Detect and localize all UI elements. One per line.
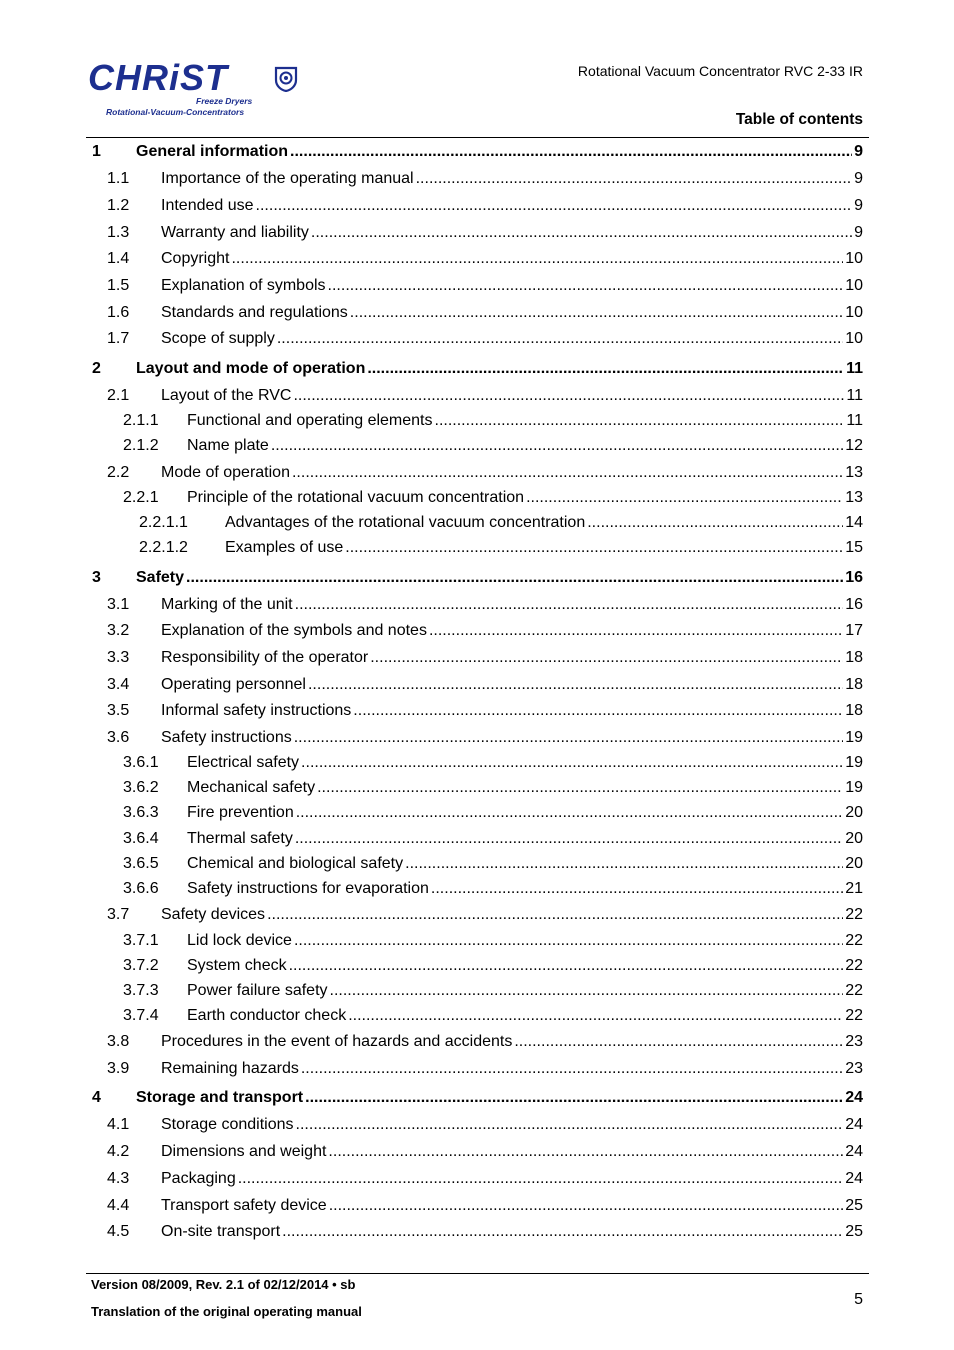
toc-entry-number: 3.7.1	[123, 932, 159, 949]
toc-entry[interactable]	[86, 249, 863, 269]
toc-entry-title: On-site transport	[161, 1223, 281, 1240]
toc-entry[interactable]	[86, 1006, 863, 1026]
toc-entry-number: 2.2.1.2	[139, 539, 188, 556]
toc-entry[interactable]	[86, 568, 863, 588]
toc-entry-title: Examples of use	[225, 539, 344, 556]
toc-entry-title: Earth conductor check	[187, 1007, 347, 1024]
toc-entry-page: 9	[854, 170, 863, 187]
toc-entry-title: Informal safety instructions	[161, 702, 352, 719]
toc-entry[interactable]	[86, 1088, 863, 1108]
toc-entry[interactable]	[86, 1142, 863, 1162]
toc-entry-title: Safety instructions	[161, 729, 292, 746]
toc-entry-page: 20	[845, 804, 863, 821]
toc-dot-leader	[295, 829, 843, 849]
toc-entry-page: 18	[845, 702, 863, 719]
toc-entry-number: 1.3	[107, 224, 130, 241]
toc-entry-title: Intended use	[161, 197, 254, 214]
toc-entry-number: 3.3	[107, 649, 130, 666]
toc-entry-number: 1.6	[107, 304, 130, 321]
toc-entry-page: 24	[845, 1143, 863, 1160]
logo-wordmark: CHRiST	[88, 57, 228, 98]
christ-logo	[88, 58, 318, 118]
toc-entry[interactable]	[86, 905, 863, 925]
toc-entry-number: 3.6.6	[123, 880, 159, 897]
toc-entry-page: 9	[854, 224, 863, 241]
toc-entry-number: 4.3	[107, 1170, 130, 1187]
toc-entry[interactable]	[86, 981, 863, 1001]
toc-entry-title: Layout of the RVC	[161, 387, 292, 404]
toc-dot-leader	[317, 778, 843, 798]
toc-entry[interactable]	[86, 196, 863, 216]
toc-entry-number: 2.2.1.1	[139, 514, 188, 531]
toc-entry[interactable]	[86, 223, 863, 243]
toc-entry-title: Standards and regulations	[161, 304, 348, 321]
toc-entry-title: Responsibility of the operator	[161, 649, 369, 666]
christ-emblem-icon	[274, 66, 298, 92]
toc-entry-title: System check	[187, 957, 287, 974]
toc-dot-leader	[282, 1222, 843, 1242]
toc-entry-page: 24	[845, 1170, 863, 1187]
toc-dot-leader	[350, 303, 843, 323]
toc-dot-leader	[301, 1059, 843, 1079]
toc-dot-leader	[301, 753, 843, 773]
toc-entry-number: 3	[92, 569, 101, 586]
toc-entry[interactable]	[86, 648, 863, 668]
toc-entry-number: 4.1	[107, 1116, 130, 1133]
toc-entry-page: 19	[845, 754, 863, 771]
toc-entry[interactable]	[86, 1115, 863, 1135]
toc-entry-title: Lid lock device	[187, 932, 292, 949]
toc-entry-number: 2.2.1	[123, 489, 159, 506]
toc-entry[interactable]	[86, 386, 863, 406]
toc-dot-leader	[305, 1088, 843, 1108]
toc-entry-page: 10	[845, 304, 863, 321]
toc-entry-number: 3.7.4	[123, 1007, 159, 1024]
toc-dot-leader	[328, 276, 844, 296]
toc-entry-title: Explanation of the symbols and notes	[161, 622, 427, 639]
toc-entry-title: Electrical safety	[187, 754, 300, 771]
toc-entry-number: 2.1.1	[123, 412, 159, 429]
toc-entry-title: Fire prevention	[187, 804, 294, 821]
toc-entry[interactable]	[86, 675, 863, 695]
toc-entry-number: 1.5	[107, 277, 130, 294]
toc-entry-page: 22	[845, 1007, 863, 1024]
toc-entry[interactable]	[86, 1059, 863, 1079]
toc-dot-leader	[294, 728, 843, 748]
footer-rule	[86, 1273, 869, 1274]
toc-entry-title: Principle of the rotational vacuum concentration	[187, 489, 525, 506]
toc-entry[interactable]	[86, 436, 863, 456]
toc-entry-page: 24	[845, 1116, 863, 1133]
toc-entry-title: Dimensions and weight	[161, 1143, 327, 1160]
toc-entry-page: 22	[845, 957, 863, 974]
toc-entry-number: 2.1	[107, 387, 130, 404]
toc-entry-number: 1.1	[107, 170, 130, 187]
toc-entry-page: 10	[845, 250, 863, 267]
toc-entry-title: Functional and operating elements	[187, 412, 433, 429]
page-number: 5	[854, 1291, 863, 1308]
toc-dot-leader	[328, 1142, 843, 1162]
toc-entry-page: 22	[845, 932, 863, 949]
toc-entry[interactable]	[86, 854, 863, 874]
toc-entry[interactable]	[86, 1032, 863, 1052]
toc-dot-leader	[416, 169, 852, 189]
toc-dot-leader	[435, 411, 845, 431]
toc-dot-leader	[429, 621, 843, 641]
toc-dot-leader	[367, 359, 844, 379]
toc-dot-leader	[289, 956, 844, 976]
toc-entry[interactable]	[86, 411, 863, 431]
toc-entry-page: 11	[846, 412, 863, 429]
toc-entry-number: 3.5	[107, 702, 130, 719]
toc-entry-page: 10	[845, 277, 863, 294]
toc-entry-page: 16	[845, 596, 863, 613]
toc-dot-leader	[295, 595, 844, 615]
toc-entry[interactable]	[86, 621, 863, 641]
toc-dot-leader	[370, 648, 843, 668]
toc-entry-page: 17	[845, 622, 863, 639]
toc-entry-number: 3.1	[107, 596, 130, 613]
toc-entry-page: 20	[845, 830, 863, 847]
toc-entry-number: 3.7.2	[123, 957, 159, 974]
toc-dot-leader	[514, 1032, 843, 1052]
toc-entry[interactable]	[86, 1196, 863, 1216]
toc-entry-title: Thermal safety	[187, 830, 293, 847]
toc-entry-page: 11	[846, 387, 863, 404]
toc-entry-title: Scope of supply	[161, 330, 275, 347]
toc-entry-number: 3.8	[107, 1033, 130, 1050]
footer-translation: Translation of the original operating manual	[91, 1304, 362, 1319]
toc-entry[interactable]	[86, 701, 863, 721]
toc-entry-title: Chemical and biological safety	[187, 855, 404, 872]
toc-entry[interactable]	[86, 1222, 863, 1242]
toc-entry-number: 3.4	[107, 676, 130, 693]
toc-dot-leader	[587, 513, 843, 533]
toc-entry-page: 10	[845, 330, 863, 347]
toc-dot-leader	[308, 675, 843, 695]
toc-entry[interactable]	[86, 595, 863, 615]
toc-entry-title: Power failure safety	[187, 982, 328, 999]
section-heading: Table of contents	[735, 111, 863, 128]
toc-entry-page: 22	[845, 906, 863, 923]
toc-entry-title: Advantages of the rotational vacuum concentration	[225, 514, 586, 531]
toc-entry-title: Safety devices	[161, 906, 266, 923]
toc-entry-page: 18	[845, 649, 863, 666]
toc-entry-number: 3.2	[107, 622, 130, 639]
toc-entry-number: 2.1.2	[123, 437, 159, 454]
toc-entry-number: 3.6	[107, 729, 130, 746]
toc-dot-leader	[293, 386, 844, 406]
toc-entry-number: 3.6.5	[123, 855, 159, 872]
toc-dot-leader	[292, 463, 843, 483]
toc-entry[interactable]	[86, 513, 863, 533]
toc-dot-leader	[238, 1169, 843, 1189]
toc-entry-number: 2.2	[107, 464, 130, 481]
toc-entry-page: 12	[845, 437, 863, 454]
toc-entry[interactable]	[86, 169, 863, 189]
toc-dot-leader	[256, 196, 853, 216]
toc-entry-title: Operating personnel	[161, 676, 306, 693]
toc-dot-leader	[405, 854, 843, 874]
toc-entry-page: 14	[845, 514, 863, 531]
toc-entry[interactable]	[86, 879, 863, 899]
toc-dot-leader	[329, 1196, 844, 1216]
toc-entry-number: 3.6.4	[123, 830, 159, 847]
footer-version: Version 08/2009, Rev. 2.1 of 02/12/2014 • sb	[91, 1277, 356, 1292]
toc-entry-title: Safety	[136, 569, 185, 586]
toc-entry-title: General information	[136, 143, 289, 160]
toc-entry-number: 4.4	[107, 1197, 130, 1214]
toc-entry-page: 18	[845, 676, 863, 693]
toc-entry-page: 13	[845, 464, 863, 481]
toc-entry-title: Warranty and liability	[161, 224, 309, 241]
toc-entry-page: 21	[845, 880, 863, 897]
toc-dot-leader	[330, 981, 844, 1001]
toc-entry-title: Explanation of symbols	[161, 277, 326, 294]
toc-entry-number: 1	[92, 143, 101, 160]
toc-entry-title: Packaging	[161, 1170, 236, 1187]
toc-entry-page: 23	[845, 1033, 863, 1050]
toc-dot-leader	[277, 329, 843, 349]
document-title: Rotational Vacuum Concentrator RVC 2-33 IR	[577, 63, 863, 79]
toc-entry-number: 1.7	[107, 330, 130, 347]
header-rule	[86, 137, 869, 138]
toc-entry-page: 19	[845, 779, 863, 796]
toc-entry-page: 19	[845, 729, 863, 746]
toc-entry-number: 3.6.3	[123, 804, 159, 821]
toc-entry-number: 3.7.3	[123, 982, 159, 999]
toc-entry[interactable]	[86, 931, 863, 951]
toc-entry-title: Mechanical safety	[187, 779, 316, 796]
toc-dot-leader	[353, 701, 843, 721]
toc-entry-number: 1.4	[107, 250, 130, 267]
toc-dot-leader	[290, 142, 852, 162]
toc-entry-title: Layout and mode of operation	[136, 360, 366, 377]
toc-dot-leader	[231, 249, 843, 269]
toc-entry-number: 3.6.2	[123, 779, 159, 796]
toc-entry-page: 22	[845, 982, 863, 999]
toc-entry-number: 4.5	[107, 1223, 130, 1240]
toc-entry[interactable]	[86, 728, 863, 748]
toc-dot-leader	[526, 488, 843, 508]
toc-entry-title: Storage and transport	[136, 1089, 304, 1106]
toc-entry[interactable]	[86, 142, 863, 162]
toc-entry-number: 3.7	[107, 906, 130, 923]
toc-dot-leader	[431, 879, 843, 899]
toc-entry-number: 1.2	[107, 197, 130, 214]
toc-entry[interactable]	[86, 778, 863, 798]
logo-tagline-rvc: Rotational-Vacuum-Concentrators	[106, 107, 245, 117]
toc-dot-leader	[311, 223, 852, 243]
toc-entry-page: 9	[854, 197, 863, 214]
toc-dot-leader	[186, 568, 843, 588]
toc-entry-page: 24	[845, 1089, 863, 1106]
toc-entry-number: 4.2	[107, 1143, 130, 1160]
toc-entry-title: Storage conditions	[161, 1116, 294, 1133]
toc-dot-leader	[271, 436, 843, 456]
toc-entry-page: 23	[845, 1060, 863, 1077]
toc-entry-title: Remaining hazards	[161, 1060, 299, 1077]
toc-entry[interactable]	[86, 538, 863, 558]
toc-entry[interactable]	[86, 829, 863, 849]
toc-dot-leader	[296, 803, 843, 823]
toc-entry-page: 16	[845, 569, 863, 586]
toc-entry-title: Marking of the unit	[161, 596, 293, 613]
toc-entry-title: Safety instructions for evaporation	[187, 880, 429, 897]
logo-tagline-freeze-dryers: Freeze Dryers	[196, 96, 253, 106]
toc-entry-title: Name plate	[187, 437, 269, 454]
toc-dot-leader	[345, 538, 843, 558]
toc-entry-page: 20	[845, 855, 863, 872]
toc-entry-page: 9	[854, 143, 863, 160]
toc-entry-number: 3.9	[107, 1060, 130, 1077]
toc-dot-leader	[294, 931, 843, 951]
toc-entry[interactable]	[86, 803, 863, 823]
toc-entry-page: 15	[845, 539, 863, 556]
toc-entry-title: Transport safety device	[161, 1197, 327, 1214]
toc-entry[interactable]	[86, 463, 863, 483]
toc-entry-page: 13	[845, 489, 863, 506]
toc-entry-title: Procedures in the event of hazards and accidents	[161, 1033, 513, 1050]
toc-dot-leader	[267, 905, 843, 925]
toc-entry-number: 2	[92, 360, 101, 377]
toc-entry[interactable]	[86, 329, 863, 349]
toc-entry-page: 25	[845, 1197, 863, 1214]
toc-entry-page: 11	[846, 360, 863, 377]
toc-entry-title: Importance of the operating manual	[161, 170, 414, 187]
toc-entry[interactable]	[86, 303, 863, 323]
toc-entry[interactable]	[86, 359, 863, 379]
toc-dot-leader	[348, 1006, 843, 1026]
toc-entry[interactable]	[86, 1169, 863, 1189]
toc-entry-title: Copyright	[161, 250, 230, 267]
toc-entry-page: 25	[845, 1223, 863, 1240]
toc-entry-number: 3.6.1	[123, 754, 159, 771]
toc-dot-leader	[296, 1115, 844, 1135]
toc-entry[interactable]	[86, 956, 863, 976]
toc-entry[interactable]	[86, 276, 863, 296]
toc-entry-number: 4	[92, 1089, 101, 1106]
toc-entry[interactable]	[86, 753, 863, 773]
toc-entry[interactable]	[86, 488, 863, 508]
toc-entry-title: Mode of operation	[161, 464, 290, 481]
